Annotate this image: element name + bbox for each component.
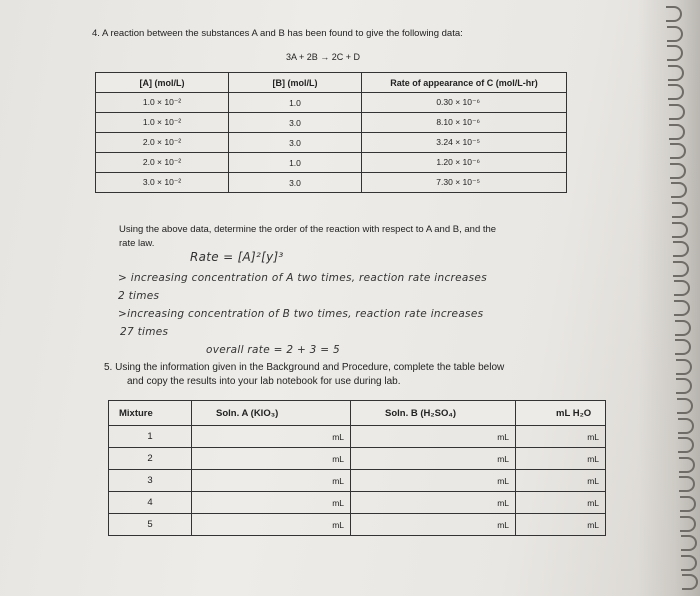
unit-label: mL [587, 475, 599, 486]
table-row [109, 514, 606, 536]
header-soln-a: Soln. A (KIO₃) [192, 401, 351, 426]
rate-cell: 3.24 × 10⁻⁵ [362, 133, 567, 153]
spiral-ring [667, 45, 683, 61]
handwritten-line-4: 27 times [120, 326, 169, 338]
soln-a-input-cell[interactable] [192, 514, 351, 536]
spiral-ring [679, 476, 695, 492]
spiral-ring [670, 163, 686, 179]
header-mixture: Mixture [109, 401, 192, 426]
conc-a-cell: 3.0 × 10⁻² [96, 173, 229, 193]
unit-label: mL [497, 475, 509, 486]
unit-label: mL [587, 453, 599, 464]
table-row [96, 133, 567, 153]
table-row [96, 113, 567, 133]
table-row [109, 492, 606, 514]
conc-b-cell: 3.0 [229, 173, 362, 193]
water-input-cell[interactable] [516, 492, 606, 514]
spiral-ring [682, 574, 698, 590]
rate-cell: 8.10 × 10⁻⁶ [362, 113, 567, 133]
mixture-number: 1 [109, 426, 192, 448]
unit-label: mL [332, 453, 344, 464]
instruction-line-2: rate law. [119, 238, 155, 249]
rate-cell: 1.20 × 10⁻⁶ [362, 153, 567, 173]
soln-a-input-cell[interactable] [192, 448, 351, 470]
water-input-cell[interactable] [516, 426, 606, 448]
mixture-table-header-row [109, 401, 606, 426]
question-4-text: 4. A reaction between the substances A and B has been found to give the following data: [92, 28, 463, 39]
soln-b-input-cell[interactable] [351, 514, 516, 536]
question-5-line-2: and copy the results into your lab notebook for use during lab. [127, 376, 401, 387]
conc-a-cell: 2.0 × 10⁻² [96, 133, 229, 153]
spiral-ring [669, 124, 685, 140]
spiral-ring [670, 143, 686, 159]
spiral-ring [673, 261, 689, 277]
spiral-ring [680, 496, 696, 512]
header-soln-b: Soln. B (H₂SO₄) [351, 401, 516, 426]
unit-label: mL [497, 497, 509, 508]
handwritten-rate-law: Rate = [A]²[y]³ [190, 250, 284, 264]
spiral-ring [668, 65, 684, 81]
conc-a-cell: 1.0 × 10⁻² [96, 93, 229, 113]
rate-cell: 0.30 × 10⁻⁶ [362, 93, 567, 113]
spiral-ring [678, 437, 694, 453]
spiral-ring [676, 378, 692, 394]
spiral-ring [669, 104, 685, 120]
handwritten-line-1: > increasing concentration of A two times, reaction rate increases [118, 272, 487, 284]
table-row [96, 173, 567, 193]
reaction-equation: 3A + 2B → 2C + D [286, 52, 361, 62]
spiral-ring [675, 339, 691, 355]
spiral-ring [674, 300, 690, 316]
soln-a-input-cell[interactable] [192, 426, 351, 448]
spiral-ring [679, 457, 695, 473]
conc-b-cell: 3.0 [229, 133, 362, 153]
rate-cell: 7.30 × 10⁻⁵ [362, 173, 567, 193]
spiral-ring [678, 418, 694, 434]
mixture-number: 2 [109, 448, 192, 470]
spiral-ring [666, 6, 682, 22]
soln-b-input-cell[interactable] [351, 448, 516, 470]
unit-label: mL [497, 453, 509, 464]
table-row [109, 448, 606, 470]
conc-a-cell: 2.0 × 10⁻² [96, 153, 229, 173]
soln-a-input-cell[interactable] [192, 492, 351, 514]
conc-b-cell: 1.0 [229, 153, 362, 173]
question-5-line-1: 5. Using the information given in the Background and Procedure, complete the table below [104, 362, 505, 373]
table-row [109, 470, 606, 492]
water-input-cell[interactable] [516, 514, 606, 536]
header-water: mL H₂O [516, 401, 606, 426]
mixture-number: 3 [109, 470, 192, 492]
unit-label: mL [332, 475, 344, 486]
mixture-number: 5 [109, 514, 192, 536]
soln-b-input-cell[interactable] [351, 470, 516, 492]
unit-label: mL [587, 519, 599, 530]
handwritten-line-5: overall rate = 2 + 3 = 5 [206, 344, 341, 356]
header-conc-a: [A] (mol/L) [96, 73, 229, 93]
unit-label: mL [587, 497, 599, 508]
instruction-line-1: Using the above data, determine the order of the reaction with respect to A and B, and the [119, 224, 497, 235]
water-input-cell[interactable] [516, 448, 606, 470]
spiral-ring [675, 320, 691, 336]
table-row [96, 93, 567, 113]
soln-b-input-cell[interactable] [351, 492, 516, 514]
spiral-ring [674, 280, 690, 296]
conc-b-cell: 1.0 [229, 93, 362, 113]
mixture-number: 4 [109, 492, 192, 514]
rate-table-header-row [96, 73, 567, 93]
table-row [96, 153, 567, 173]
spiral-ring [672, 222, 688, 238]
spiral-ring [677, 398, 693, 414]
rate-data-table [95, 72, 567, 193]
unit-label: mL [587, 431, 599, 442]
spiral-ring [681, 555, 697, 571]
mixture-table [108, 400, 606, 536]
table-row [109, 426, 606, 448]
handwritten-line-2: 2 times [118, 290, 160, 302]
header-conc-b: [B] (mol/L) [229, 73, 362, 93]
conc-b-cell: 3.0 [229, 113, 362, 133]
spiral-ring [673, 241, 689, 257]
unit-label: mL [497, 431, 509, 442]
unit-label: mL [332, 497, 344, 508]
spiral-ring [680, 516, 696, 532]
spiral-ring [672, 202, 688, 218]
unit-label: mL [332, 431, 344, 442]
spiral-ring [676, 359, 692, 375]
spiral-ring [668, 84, 684, 100]
spiral-ring [667, 26, 683, 42]
unit-label: mL [497, 519, 509, 530]
water-input-cell[interactable] [516, 470, 606, 492]
soln-a-input-cell[interactable] [192, 470, 351, 492]
conc-a-cell: 1.0 × 10⁻² [96, 113, 229, 133]
unit-label: mL [332, 519, 344, 530]
spiral-ring [681, 535, 697, 551]
soln-b-input-cell[interactable] [351, 426, 516, 448]
header-rate: Rate of appearance of C (mol/L-hr) [362, 73, 567, 93]
spiral-ring [671, 182, 687, 198]
notebook-spiral-binding [638, 0, 700, 596]
handwritten-line-3: >increasing concentration of B two times, reaction rate increases [118, 308, 484, 320]
